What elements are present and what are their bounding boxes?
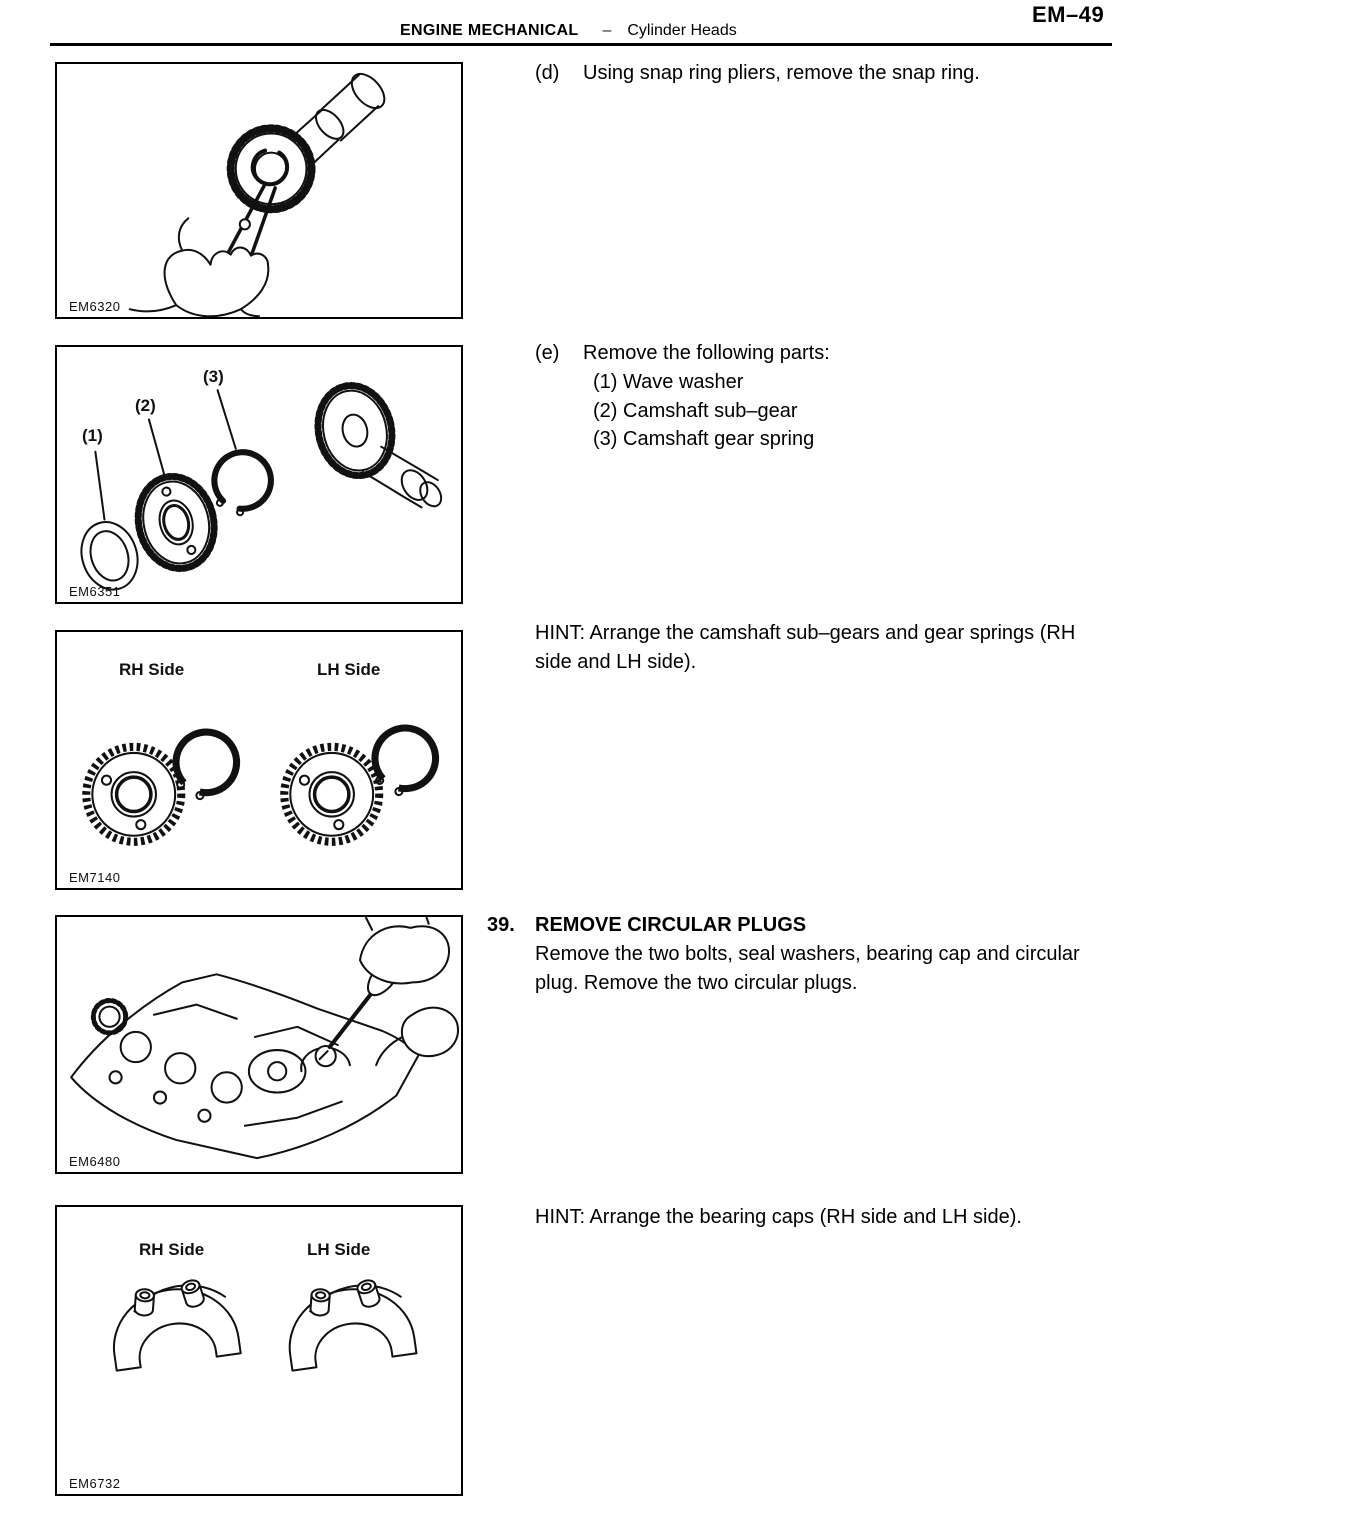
part-label-2: (2) xyxy=(135,396,156,415)
lh-side-label: LH Side xyxy=(317,660,381,679)
rh-bearing-cap-art xyxy=(106,1274,241,1371)
leader-line-1 xyxy=(95,452,104,520)
lh-side-label: LH Side xyxy=(307,1240,371,1259)
hint-camshaft-sub-gears: HINT: Arrange the camshaft sub–gears and gear springs (RH side and LH side). xyxy=(535,622,1076,673)
part-label-1: (1) xyxy=(82,426,103,445)
rh-side-label: RH Side xyxy=(139,1240,205,1259)
bearing-caps-illustration xyxy=(57,1207,461,1494)
camshaft-sub-gear-art xyxy=(129,468,224,576)
step-e-sublist xyxy=(593,368,1110,454)
figure-code: EM7140 xyxy=(69,870,121,885)
camshaft-main-gear-art xyxy=(309,378,402,484)
circular-plug-art xyxy=(316,1046,336,1066)
lh-sub-gear-art xyxy=(284,747,379,842)
lh-bearing-cap-art xyxy=(281,1274,416,1371)
figure-em6351 xyxy=(55,345,463,604)
step-e-item-3: (3) Camshaft gear spring xyxy=(593,428,815,450)
header-rule xyxy=(50,43,1112,46)
figure-code: EM6732 xyxy=(69,1476,121,1491)
step-e-item-2: (2) Camshaft sub–gear xyxy=(593,399,798,422)
figure-em6480 xyxy=(55,915,463,1174)
lh-gear-spring-art xyxy=(361,717,446,804)
header-section: ENGINE MECHANICAL xyxy=(400,22,579,39)
step-39-number: 39. xyxy=(487,914,515,936)
step-d-text: Using snap ring pliers, remove the snap ring. xyxy=(583,62,980,84)
step-e-item-1: (1) Wave washer xyxy=(593,371,744,393)
snap-ring-pliers-illustration xyxy=(57,64,461,317)
header-separator: – xyxy=(602,22,612,39)
figure-em6732 xyxy=(55,1205,463,1496)
header-subsection: Cylinder Heads xyxy=(627,22,737,39)
step-39-body: Remove the two bolts, seal washers, bearing cap and circular plug. Remove the two circular plugs. xyxy=(535,943,1080,994)
step-d xyxy=(535,59,1110,88)
rh-sub-gear-art xyxy=(86,747,181,842)
step-e xyxy=(535,339,1110,454)
part-label-3: (3) xyxy=(203,367,224,386)
leader-line-2 xyxy=(149,419,164,474)
page-number: EM–49 xyxy=(1032,2,1105,27)
hand-art xyxy=(130,218,269,316)
exploded-parts-illustration xyxy=(57,347,461,602)
figure-code: EM6351 xyxy=(69,584,121,599)
step-39-title: REMOVE CIRCULAR PLUGS xyxy=(535,914,807,936)
step-d-marker: (d) xyxy=(535,62,560,84)
remove-circular-plugs-illustration xyxy=(57,917,461,1172)
rh-side-label: RH Side xyxy=(119,660,185,679)
figure-em7140 xyxy=(55,630,463,890)
figure-code: EM6480 xyxy=(69,1154,121,1169)
cam-sprocket-art xyxy=(93,1001,125,1033)
step-e-marker: (e) xyxy=(535,342,560,364)
figure-em6320 xyxy=(55,62,463,319)
leader-line-3 xyxy=(218,390,236,449)
step-39 xyxy=(487,911,1127,998)
step-e-text: Remove the following parts: xyxy=(583,342,830,364)
figure-code: EM6320 xyxy=(69,299,121,314)
rh-lh-gears-illustration xyxy=(57,632,461,888)
running-header xyxy=(400,22,737,40)
hint-bearing-caps: HINT: Arrange the bearing caps (RH side and LH side). xyxy=(535,1206,1022,1228)
